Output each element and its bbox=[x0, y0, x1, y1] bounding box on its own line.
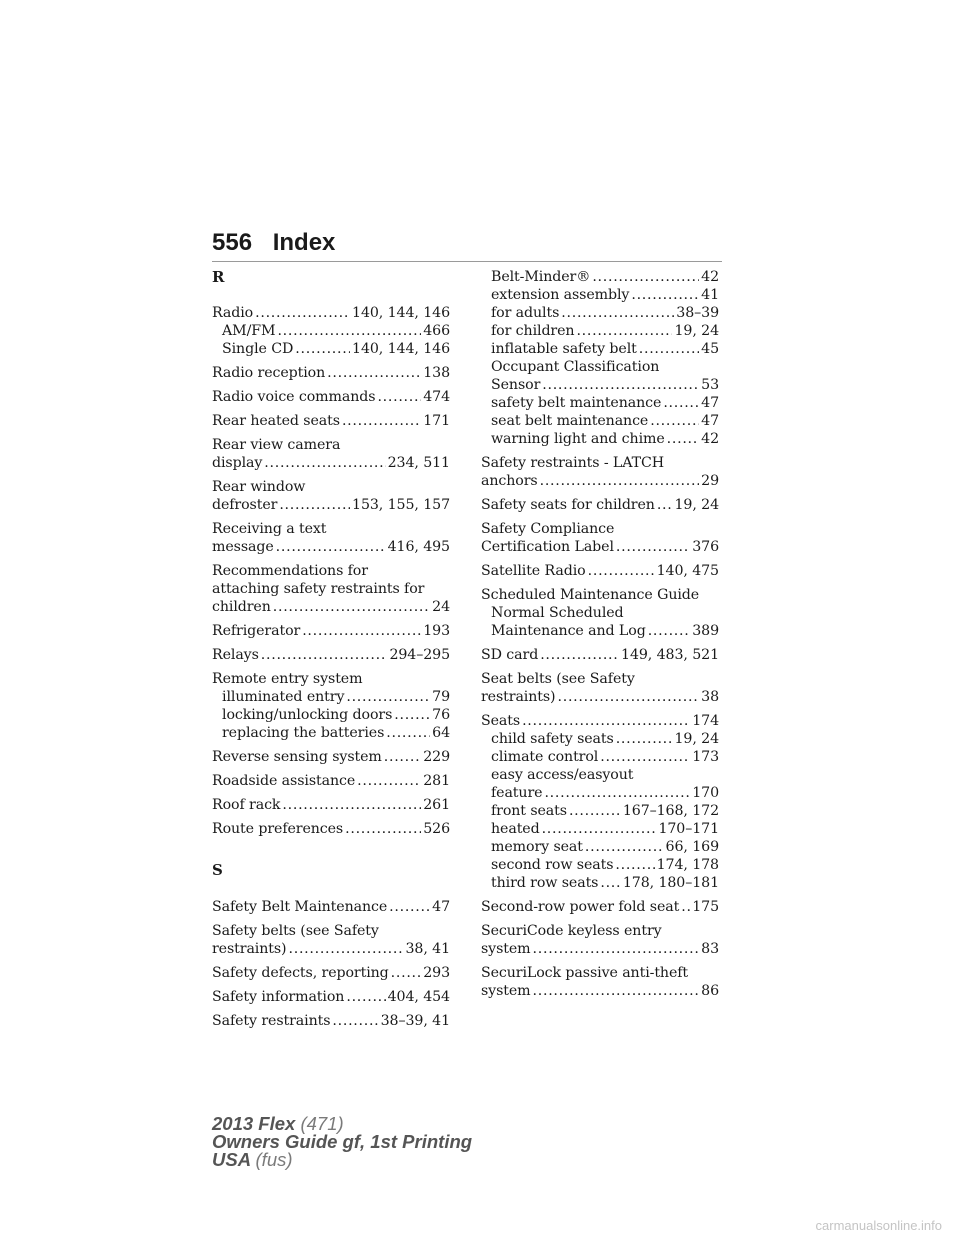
entry-term: feature bbox=[491, 785, 543, 801]
entry-term: Recommendations for bbox=[212, 563, 368, 579]
index-subentry-line bbox=[481, 874, 719, 892]
entry-term: defroster bbox=[212, 497, 278, 513]
entry-page-numbers: 42 bbox=[701, 431, 719, 447]
entry-term: display bbox=[212, 455, 263, 471]
index-entry-line bbox=[212, 478, 450, 496]
index-entry bbox=[481, 496, 719, 514]
entry-term: Reverse sensing system bbox=[212, 749, 382, 765]
entry-term: Single CD bbox=[222, 341, 294, 357]
entry-term: Satellite Radio bbox=[481, 563, 586, 579]
index-entry bbox=[481, 922, 719, 958]
index-entry bbox=[212, 820, 450, 838]
entry-page-numbers: 526 bbox=[423, 821, 450, 837]
entry-page-numbers: 178, 180–181 bbox=[622, 875, 719, 891]
s-entries-list bbox=[212, 898, 450, 1030]
entry-term: climate control bbox=[491, 749, 599, 765]
entry-term: Receiving a text bbox=[212, 521, 327, 537]
index-subentry-line bbox=[212, 340, 450, 358]
index-entry bbox=[212, 772, 450, 790]
entry-page-numbers: 229 bbox=[423, 749, 450, 765]
footer-line-region bbox=[212, 1151, 472, 1169]
entry-term: warning light and chime bbox=[491, 431, 665, 447]
index-entry bbox=[212, 898, 450, 916]
index-entry bbox=[481, 670, 719, 706]
entry-page-numbers: 174, 178 bbox=[656, 857, 719, 873]
entry-page-numbers: 38–39, 41 bbox=[380, 1013, 450, 1029]
index-entry-line bbox=[212, 820, 450, 838]
entry-term: Safety belts (see Safety bbox=[212, 923, 379, 939]
entry-page-numbers: 140, 144, 146 bbox=[352, 341, 450, 357]
entry-term: Scheduled Maintenance Guide bbox=[481, 587, 700, 603]
entry-term: Seats bbox=[481, 713, 521, 729]
entry-term: Safety restraints bbox=[212, 1013, 331, 1029]
index-entry bbox=[481, 562, 719, 580]
section-letter-s: S bbox=[212, 861, 223, 879]
entry-term: third row seats bbox=[491, 875, 599, 891]
footer-printing: Owners Guide gf, 1st Printing bbox=[212, 1131, 473, 1152]
entry-page-numbers: 19, 24 bbox=[674, 323, 719, 339]
entry-page-numbers: 173 bbox=[692, 749, 719, 765]
entry-term: second row seats bbox=[491, 857, 614, 873]
dot-leader bbox=[533, 982, 700, 1000]
entry-term: Maintenance and Log bbox=[491, 623, 646, 639]
entry-term: Occupant Classification bbox=[491, 359, 660, 375]
entry-term: Belt-Minder® bbox=[491, 269, 591, 285]
entry-term: Sensor bbox=[491, 377, 541, 393]
index-subentry-line bbox=[481, 322, 719, 340]
dot-leader bbox=[346, 688, 430, 706]
section-letter-r: R bbox=[212, 268, 225, 286]
entry-page-numbers: 149, 483, 521 bbox=[621, 647, 719, 663]
entry-term: Safety Belt Maintenance bbox=[212, 899, 388, 915]
index-entry bbox=[481, 454, 719, 490]
entry-term: Remote entry system bbox=[212, 671, 363, 687]
index-subentry-line bbox=[481, 766, 719, 784]
entry-page-numbers: 53 bbox=[701, 377, 719, 393]
dot-leader bbox=[600, 748, 690, 766]
dot-leader bbox=[616, 730, 673, 748]
dot-leader bbox=[544, 784, 690, 802]
footer-region-code: (fus) bbox=[255, 1149, 293, 1170]
entry-term: safety belt maintenance bbox=[491, 395, 662, 411]
index-entry-line bbox=[212, 538, 450, 556]
entry-page-numbers: 41 bbox=[701, 287, 719, 303]
entry-term: AM/FM bbox=[222, 323, 276, 339]
entry-term: Refrigerator bbox=[212, 623, 301, 639]
index-entry-line bbox=[212, 388, 450, 406]
dot-leader bbox=[540, 646, 619, 664]
entry-term: Safety restraints - LATCH bbox=[481, 455, 665, 471]
entry-term: Radio voice commands bbox=[212, 389, 376, 405]
entry-term: Route preferences bbox=[212, 821, 344, 837]
index-entry-line bbox=[481, 520, 719, 538]
index-entry-line bbox=[212, 772, 450, 790]
entry-page-numbers: 376 bbox=[692, 539, 719, 555]
index-entry-line bbox=[481, 688, 719, 706]
dot-leader bbox=[533, 940, 700, 958]
entry-term: Rear window bbox=[212, 479, 306, 495]
dot-leader bbox=[648, 622, 691, 640]
entry-term: system bbox=[481, 983, 531, 999]
entry-term: message bbox=[212, 539, 274, 555]
index-entry-line bbox=[212, 964, 450, 982]
dot-leader bbox=[650, 412, 699, 430]
index-subentry-line bbox=[481, 304, 719, 322]
index-entry bbox=[481, 712, 719, 892]
index-entry bbox=[212, 964, 450, 982]
entry-page-numbers: 138 bbox=[423, 365, 450, 381]
entry-page-numbers: 19, 24 bbox=[674, 731, 719, 747]
entry-page-numbers: 83 bbox=[701, 941, 719, 957]
dot-leader bbox=[277, 322, 421, 340]
entry-term: Radio reception bbox=[212, 365, 326, 381]
entry-page-numbers: 170–171 bbox=[658, 821, 719, 837]
dot-leader bbox=[540, 472, 700, 490]
dot-leader bbox=[332, 1012, 378, 1030]
entry-page-numbers: 38–39 bbox=[676, 305, 719, 321]
index-entry-line bbox=[212, 364, 450, 382]
index-entry bbox=[481, 898, 719, 916]
entry-term: Roof rack bbox=[212, 797, 281, 813]
entry-term: restraints) bbox=[212, 941, 287, 957]
index-entry bbox=[481, 268, 719, 448]
entry-term: front seats bbox=[491, 803, 567, 819]
dot-leader bbox=[561, 304, 674, 322]
index-subentry-line bbox=[481, 802, 719, 820]
dot-leader bbox=[273, 598, 430, 616]
index-entry-line bbox=[212, 646, 450, 664]
entry-term: Seat belts (see Safety bbox=[481, 671, 635, 687]
dot-leader bbox=[639, 340, 699, 358]
entry-term: illuminated entry bbox=[222, 689, 345, 705]
index-entry-line bbox=[212, 598, 450, 616]
dot-leader bbox=[264, 454, 385, 472]
dot-leader bbox=[616, 538, 690, 556]
index-entry bbox=[212, 1012, 450, 1030]
entry-page-numbers: 76 bbox=[432, 707, 450, 723]
index-entry-line bbox=[481, 454, 719, 472]
footer-model-code: (471) bbox=[300, 1113, 344, 1134]
dot-leader bbox=[302, 622, 421, 640]
entry-page-numbers: 86 bbox=[701, 983, 719, 999]
entry-term: Safety defects, reporting bbox=[212, 965, 389, 981]
entry-page-numbers: 47 bbox=[701, 413, 719, 429]
dot-leader bbox=[615, 856, 654, 874]
page-header bbox=[212, 229, 722, 257]
footer-region: USA bbox=[212, 1149, 251, 1170]
entry-term: Rear heated seats bbox=[212, 413, 340, 429]
dot-leader bbox=[261, 646, 388, 664]
index-entry-line bbox=[212, 940, 450, 958]
index-entry-line bbox=[212, 496, 450, 514]
entry-term: children bbox=[212, 599, 271, 615]
index-subentry-line bbox=[481, 286, 719, 304]
index-subentry-line bbox=[481, 268, 719, 286]
index-entry-line bbox=[212, 520, 450, 538]
entry-page-numbers: 24 bbox=[432, 599, 450, 615]
entry-page-numbers: 170 bbox=[692, 785, 719, 801]
entry-page-numbers: 261 bbox=[423, 797, 450, 813]
index-entry-line bbox=[481, 586, 719, 604]
dot-leader bbox=[657, 496, 673, 514]
dot-leader bbox=[255, 304, 350, 322]
index-column-left bbox=[212, 268, 450, 1036]
entry-page-numbers: 474 bbox=[423, 389, 450, 405]
dot-leader bbox=[282, 796, 421, 814]
index-subentry-line bbox=[481, 376, 719, 394]
dot-leader bbox=[386, 724, 430, 742]
right-entries-list bbox=[481, 268, 719, 1000]
index-entry bbox=[212, 436, 450, 472]
footer-model: 2013 Flex bbox=[212, 1113, 296, 1134]
index-entry-line bbox=[481, 646, 719, 664]
entry-page-numbers: 47 bbox=[701, 395, 719, 411]
entry-term: Normal Scheduled bbox=[491, 605, 624, 621]
dot-leader bbox=[327, 364, 421, 382]
index-entry-line bbox=[481, 982, 719, 1000]
entry-term: Radio bbox=[212, 305, 254, 321]
index-subentry-line bbox=[481, 412, 719, 430]
entry-page-numbers: 153, 155, 157 bbox=[352, 497, 450, 513]
index-subentry-line bbox=[481, 430, 719, 448]
entry-term: inflatable safety belt bbox=[491, 341, 637, 357]
index-subentry-line bbox=[481, 622, 719, 640]
entry-page-numbers: 466 bbox=[423, 323, 450, 339]
entry-page-numbers: 29 bbox=[701, 473, 719, 489]
index-entry-line bbox=[481, 964, 719, 982]
entry-term: system bbox=[481, 941, 531, 957]
dot-leader bbox=[542, 820, 657, 838]
entry-page-numbers: 389 bbox=[692, 623, 719, 639]
entry-term: Rear view camera bbox=[212, 437, 341, 453]
entry-page-numbers: 175 bbox=[692, 899, 719, 915]
entry-term: heated bbox=[491, 821, 540, 837]
entry-term: SD card bbox=[481, 647, 539, 663]
index-entry-line bbox=[212, 622, 450, 640]
dot-leader bbox=[346, 988, 385, 1006]
index-subentry-line bbox=[481, 748, 719, 766]
entry-page-numbers: 45 bbox=[701, 341, 719, 357]
index-entry-line bbox=[212, 670, 450, 688]
dot-leader bbox=[631, 286, 699, 304]
index-entry-line bbox=[212, 580, 450, 598]
dot-leader bbox=[391, 964, 422, 982]
dot-leader bbox=[576, 322, 672, 340]
entry-term: child safety seats bbox=[491, 731, 614, 747]
entry-page-numbers: 234, 511 bbox=[387, 455, 450, 471]
index-subentry-line bbox=[481, 784, 719, 802]
dot-leader bbox=[384, 748, 421, 766]
entry-term: Relays bbox=[212, 647, 259, 663]
entry-term: locking/unlocking doors bbox=[222, 707, 393, 723]
index-entry-line bbox=[212, 412, 450, 430]
index-subentry-line bbox=[481, 604, 719, 622]
index-entry bbox=[481, 646, 719, 664]
dot-leader bbox=[342, 412, 421, 430]
entry-term: Safety Compliance bbox=[481, 521, 615, 537]
entry-term: easy access/easyout bbox=[491, 767, 634, 783]
page-title: Index bbox=[272, 229, 336, 256]
entry-term: SecuriCode keyless entry bbox=[481, 923, 662, 939]
dot-leader bbox=[585, 838, 664, 856]
index-entry-line bbox=[481, 940, 719, 958]
entry-term: Safety seats for children bbox=[481, 497, 655, 513]
dot-leader bbox=[276, 538, 386, 556]
index-entry-line bbox=[481, 712, 719, 730]
index-subentry-line bbox=[212, 322, 450, 340]
index-entry bbox=[212, 622, 450, 640]
r-entries-list bbox=[212, 304, 450, 838]
index-entry-line bbox=[481, 898, 719, 916]
dot-leader bbox=[558, 688, 700, 706]
index-entry bbox=[212, 748, 450, 766]
index-subentry-line bbox=[481, 856, 719, 874]
dot-leader bbox=[667, 430, 699, 448]
header-rule bbox=[212, 261, 722, 262]
index-entry bbox=[481, 586, 719, 640]
entry-page-numbers: 19, 24 bbox=[674, 497, 719, 513]
entry-term: Second-row power fold seat bbox=[481, 899, 680, 915]
document-footer bbox=[212, 1115, 472, 1169]
index-subentry-line bbox=[481, 838, 719, 856]
index-entry bbox=[212, 520, 450, 556]
entry-term: SecuriLock passive anti-theft bbox=[481, 965, 689, 981]
watermark: carmanualsonline.info bbox=[815, 1218, 942, 1233]
index-subentry-line bbox=[481, 730, 719, 748]
index-entry-line bbox=[481, 472, 719, 490]
entry-term: memory seat bbox=[491, 839, 583, 855]
index-entry-line bbox=[212, 454, 450, 472]
entry-page-numbers: 140, 475 bbox=[656, 563, 719, 579]
dot-leader bbox=[542, 376, 699, 394]
entry-page-numbers: 64 bbox=[432, 725, 450, 741]
index-entry bbox=[212, 478, 450, 514]
index-entry bbox=[212, 670, 450, 742]
index-entry-line bbox=[481, 670, 719, 688]
index-entry bbox=[481, 520, 719, 556]
entry-page-numbers: 404, 454 bbox=[387, 989, 450, 1005]
page-number: 556 bbox=[212, 229, 253, 256]
index-entry bbox=[481, 964, 719, 1000]
index-entry-line bbox=[212, 436, 450, 454]
entry-page-numbers: 174 bbox=[692, 713, 719, 729]
entry-page-numbers: 281 bbox=[423, 773, 450, 789]
entry-page-numbers: 416, 495 bbox=[387, 539, 450, 555]
entry-page-numbers: 42 bbox=[701, 269, 719, 285]
index-entry-line bbox=[212, 988, 450, 1006]
dot-leader bbox=[377, 388, 421, 406]
index-entry bbox=[212, 304, 450, 358]
dot-leader bbox=[279, 496, 350, 514]
entry-term: restraints) bbox=[481, 689, 556, 705]
entry-page-numbers: 171 bbox=[423, 413, 450, 429]
index-entry-line bbox=[481, 538, 719, 556]
index-subentry-line bbox=[481, 358, 719, 376]
dot-leader bbox=[389, 898, 430, 916]
entry-term: Certification Label bbox=[481, 539, 614, 555]
entry-term: for children bbox=[491, 323, 575, 339]
entry-page-numbers: 38, 41 bbox=[405, 941, 450, 957]
index-entry bbox=[212, 412, 450, 430]
index-entry bbox=[212, 562, 450, 616]
index-subentry-line bbox=[212, 724, 450, 742]
index-entry-line bbox=[481, 562, 719, 580]
index-entry-line bbox=[212, 562, 450, 580]
index-entry bbox=[212, 646, 450, 664]
index-entry-line bbox=[212, 796, 450, 814]
index-entry bbox=[212, 988, 450, 1006]
index-entry bbox=[212, 922, 450, 958]
dot-leader bbox=[295, 340, 350, 358]
index-entry-line bbox=[481, 922, 719, 940]
index-column-right bbox=[481, 268, 719, 1006]
index-entry-line bbox=[212, 1012, 450, 1030]
dot-leader bbox=[394, 706, 430, 724]
index-entry bbox=[212, 796, 450, 814]
dot-leader bbox=[663, 394, 699, 412]
index-entry-line bbox=[212, 748, 450, 766]
entry-term: seat belt maintenance bbox=[491, 413, 649, 429]
index-subentry-line bbox=[212, 688, 450, 706]
entry-page-numbers: 38 bbox=[701, 689, 719, 705]
dot-leader bbox=[600, 874, 620, 892]
entry-page-numbers: 293 bbox=[423, 965, 450, 981]
dot-leader bbox=[588, 562, 655, 580]
entry-page-numbers: 66, 169 bbox=[665, 839, 719, 855]
index-subentry-line bbox=[481, 394, 719, 412]
index-entry-line bbox=[212, 304, 450, 322]
index-subentry-line bbox=[481, 340, 719, 358]
index-entry bbox=[212, 364, 450, 382]
entry-term: replacing the batteries bbox=[222, 725, 385, 741]
dot-leader bbox=[289, 940, 404, 958]
entry-term: Roadside assistance bbox=[212, 773, 356, 789]
index-entry bbox=[212, 388, 450, 406]
entry-page-numbers: 47 bbox=[432, 899, 450, 915]
dot-leader bbox=[357, 772, 421, 790]
entry-term: Safety information bbox=[212, 989, 345, 1005]
entry-term: anchors bbox=[481, 473, 538, 489]
dot-leader bbox=[569, 802, 621, 820]
entry-page-numbers: 294–295 bbox=[389, 647, 450, 663]
index-entry-line bbox=[212, 922, 450, 940]
index-subentry-line bbox=[212, 706, 450, 724]
index-entry-line bbox=[212, 898, 450, 916]
entry-page-numbers: 140, 144, 146 bbox=[352, 305, 450, 321]
entry-page-numbers: 167–168, 172 bbox=[622, 803, 719, 819]
index-subentry-line bbox=[481, 820, 719, 838]
entry-page-numbers: 79 bbox=[432, 689, 450, 705]
index-entry-line bbox=[481, 496, 719, 514]
dot-leader bbox=[681, 898, 690, 916]
entry-page-numbers: 193 bbox=[423, 623, 450, 639]
entry-term: for adults bbox=[491, 305, 560, 321]
entry-term: attaching safety restraints for bbox=[212, 581, 425, 597]
entry-term: extension assembly bbox=[491, 287, 630, 303]
dot-leader bbox=[522, 712, 690, 730]
dot-leader bbox=[592, 268, 699, 286]
dot-leader bbox=[345, 820, 421, 838]
